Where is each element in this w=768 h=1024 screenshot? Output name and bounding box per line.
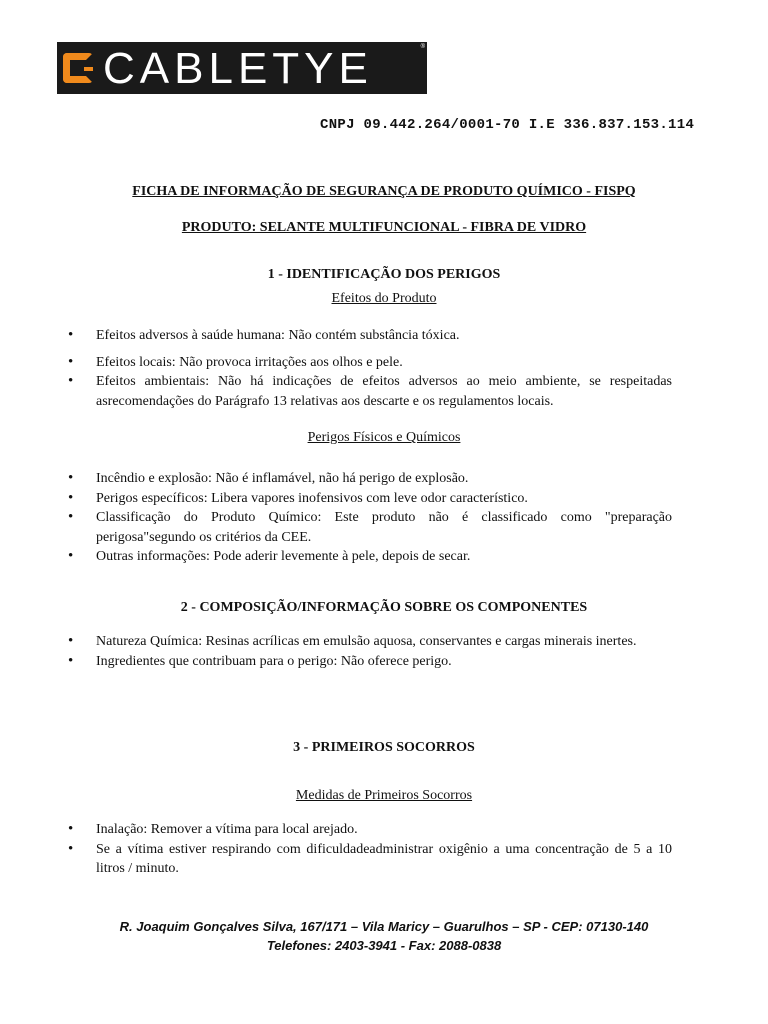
list-item: • Ingredientes que contribuam para o perigo: Não oferece perigo.: [68, 652, 672, 672]
section-1-title: 1 - IDENTIFICAÇÃO DOS PERIGOS: [267, 267, 501, 282]
document-title: FICHA DE INFORMAÇÃO DE SEGURANÇA DE PRODUTO QUÍMICO - FISPQ: [132, 184, 636, 199]
section-3-subtitle: Medidas de Primeiros Socorros: [295, 788, 473, 803]
list-item: • Outras informações: Pode aderir levemente à pele, depois de secar.: [68, 547, 672, 567]
product-name: PRODUTO: SELANTE MULTIFUNCIONAL - FIBRA DE VIDRO: [181, 220, 587, 235]
section-1-subtitle-effects: Efeitos do Produto: [331, 291, 437, 306]
footer-phones: Telefones: 2403-3941 - Fax: 2088-0838: [266, 938, 502, 953]
company-cnpj: CNPJ 09.442.264/0001-70 I.E 336.837.153.114: [320, 117, 695, 133]
list-item: • Efeitos ambientais: Não há indicações de efeitos adversos ao meio ambiente, se respeitadas asrecomendações do Parágrafo 13 relativas aos descarte e os regulamentos locais.: [68, 372, 672, 411]
list-item: • Efeitos locais: Não provoca irritações aos olhos e pele.: [68, 353, 672, 373]
list-item: • Natureza Química: Resinas acrílicas em emulsão aquosa, conservantes e cargas minerais inertes.: [68, 632, 672, 652]
logo-registered-mark: ®: [420, 44, 425, 50]
logo-text: CABLETYE: [103, 44, 373, 93]
logo-c-icon: [63, 53, 93, 83]
list-item: • Perigos específicos: Libera vapores inofensivos com leve odor característico.: [68, 489, 672, 509]
company-logo: [57, 42, 427, 94]
footer-address: R. Joaquim Gonçalves Silva, 167/171 – Vila Maricy – Guarulhos – SP - CEP: 07130-140: [119, 919, 649, 934]
effects-list: [68, 326, 672, 411]
list-item: • Incêndio e explosão: Não é inflamável, não há perigo de explosão.: [68, 469, 672, 489]
list-item: • Efeitos adversos à saúde humana: Não contém substância tóxica.: [68, 326, 672, 346]
section-2-title: 2 - COMPOSIÇÃO/INFORMAÇÃO SOBRE OS COMPONENTES: [180, 600, 588, 615]
first-aid-list: [68, 820, 672, 879]
hazards-list: [68, 469, 672, 567]
list-item: • Classificação do Produto Químico: Este produto não é classificado como "preparação perigosa"segundo os critérios da CEE.: [68, 508, 672, 547]
composition-list: [68, 632, 672, 671]
section-1-subtitle-hazards: Perigos Físicos e Químicos: [307, 430, 461, 445]
section-3-title: 3 - PRIMEIROS SOCORROS: [293, 740, 475, 755]
list-item: • Se a vítima estiver respirando com dificuldadeadministrar oxigênio a uma concentração de 5 a 10 litros / minuto.: [68, 840, 672, 879]
list-item: • Inalação: Remover a vítima para local arejado.: [68, 820, 672, 840]
